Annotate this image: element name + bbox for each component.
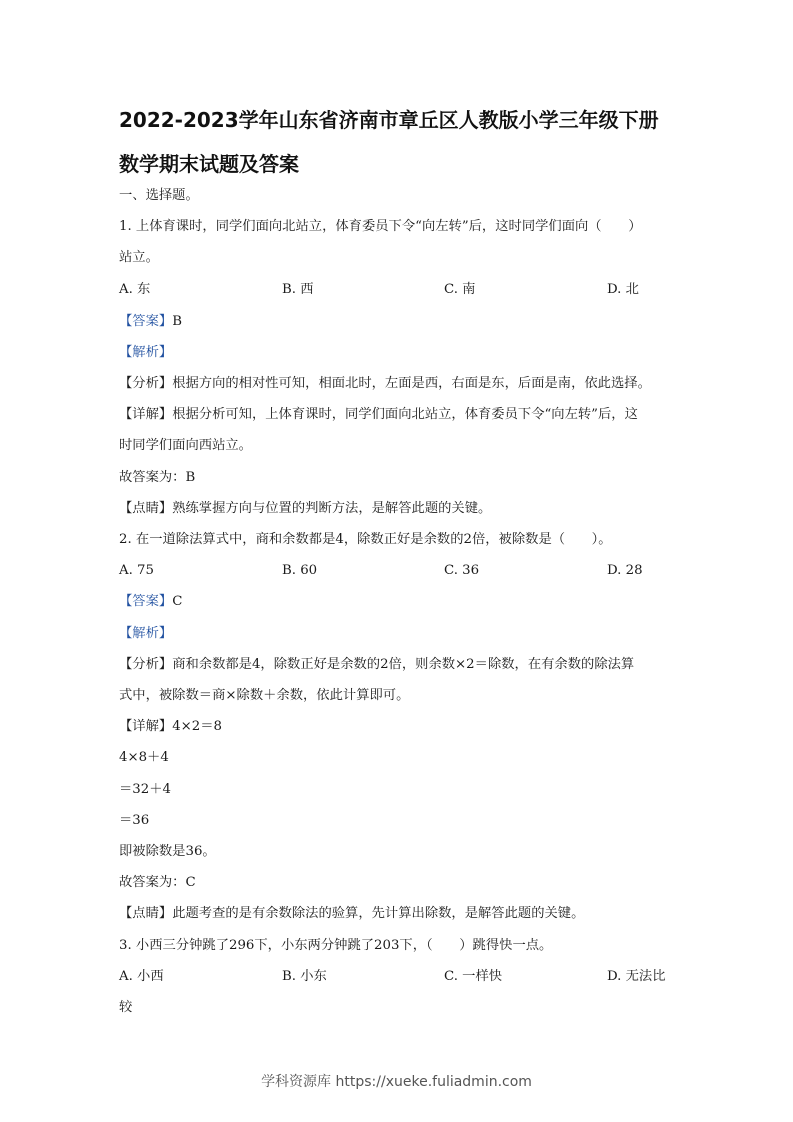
q1-fenxi <box>119 375 679 393</box>
fenxi-text: 商和余数都是4，除数正好是余数的2倍，则余数×2＝除数，在有余数的除法算 <box>172 657 635 672</box>
q1-option-c: C. 南 <box>444 282 476 297</box>
analysis-tag: 【解析】 <box>119 626 173 641</box>
q2-analysis-heading <box>119 625 679 643</box>
answer-value: B <box>172 314 182 329</box>
xiangjie-tag: 【详解】 <box>119 407 173 422</box>
q1-analysis-heading <box>119 344 679 362</box>
answer-tag: 【答案】 <box>119 314 173 329</box>
q3-option-c: C. 一样快 <box>444 969 503 984</box>
q1-stem-line2: 站立。 <box>119 250 159 265</box>
q3-option-d: D. 无法比 <box>607 969 666 984</box>
xiangjie-text: 4×2＝8 <box>172 719 223 734</box>
q2-fenxi-line1 <box>119 656 679 674</box>
q2-conclusion: 即被除数是36。 <box>119 844 216 859</box>
q3-option-b: B. 小东 <box>282 969 327 984</box>
footer-watermark: 学科资源库 https://xueke.fuliadmin.com <box>261 1074 532 1090</box>
q2-option-b: B. 60 <box>282 563 318 578</box>
q1-stem-line1: 1. 上体育课时，同学们面向北站立，体育委员下令“向左转”后，这时同学们面向（ ） <box>119 219 642 234</box>
q2-dianjing <box>119 905 679 923</box>
q3-stem: 3. 小西三分钟跳了296下，小东两分钟跳了203下，（ ）跳得快一点。 <box>119 938 553 953</box>
q3-option-d-wrap: 较 <box>119 1000 133 1015</box>
q1-option-d: D. 北 <box>607 282 639 297</box>
q2-calc-line3: ＝36 <box>119 813 150 828</box>
q1-answer <box>119 313 679 331</box>
q2-calc-line2: ＝32＋4 <box>119 782 171 797</box>
q2-stem: 2. 在一道除法算式中，商和余数都是4，除数正好是余数的2倍，被除数是（ ）。 <box>119 532 612 547</box>
dianjing-text: 熟练掌握方向与位置的判断方法，是解答此题的关键。 <box>172 501 492 516</box>
q2-option-a: A. 75 <box>119 563 154 578</box>
q2-final-answer: 故答案为：C <box>119 875 196 890</box>
q2-xiangjie <box>119 718 679 736</box>
q3-option-a: A. 小西 <box>119 969 164 984</box>
answer-tag: 【答案】 <box>119 594 173 609</box>
q1-option-b: B. 西 <box>282 282 314 297</box>
document-title-line2: 数学期末试题及答案 <box>119 152 299 176</box>
q1-xiangjie-line2: 时同学们面向西站立。 <box>119 438 252 453</box>
q2-option-c: C. 36 <box>444 563 480 578</box>
dianjing-tag: 【点睛】 <box>119 906 173 921</box>
q1-final-answer: 故答案为：B <box>119 470 196 485</box>
q1-option-a: A. 东 <box>119 282 151 297</box>
dianjing-text: 此题考查的是有余数除法的验算，先计算出除数，是解答此题的关键。 <box>172 906 585 921</box>
xiangjie-text: 根据分析可知，上体育课时，同学们面向北站立，体育委员下令“向左转”后，这 <box>172 407 638 422</box>
q2-fenxi-line2: 式中，被除数＝商×除数＋余数，依此计算即可。 <box>119 688 410 703</box>
dianjing-tag: 【点睛】 <box>119 501 173 516</box>
q1-dianjing <box>119 500 679 518</box>
section-heading: 一、选择题。 <box>119 188 199 203</box>
fenxi-tag: 【分析】 <box>119 376 173 391</box>
q2-calc-line1: 4×8＋4 <box>119 750 169 765</box>
fenxi-tag: 【分析】 <box>119 657 173 672</box>
q2-answer <box>119 593 679 611</box>
document-title-line1: 2022-2023学年山东省济南市章丘区人教版小学三年级下册 <box>119 108 659 132</box>
fenxi-text: 根据方向的相对性可知，相面北时，左面是西，右面是东，后面是南，依此选择。 <box>172 376 651 391</box>
q1-xiangjie-line1 <box>119 406 679 424</box>
answer-value: C <box>172 594 183 609</box>
q2-option-d: D. 28 <box>607 563 643 578</box>
xiangjie-tag: 【详解】 <box>119 719 173 734</box>
analysis-tag: 【解析】 <box>119 345 173 360</box>
